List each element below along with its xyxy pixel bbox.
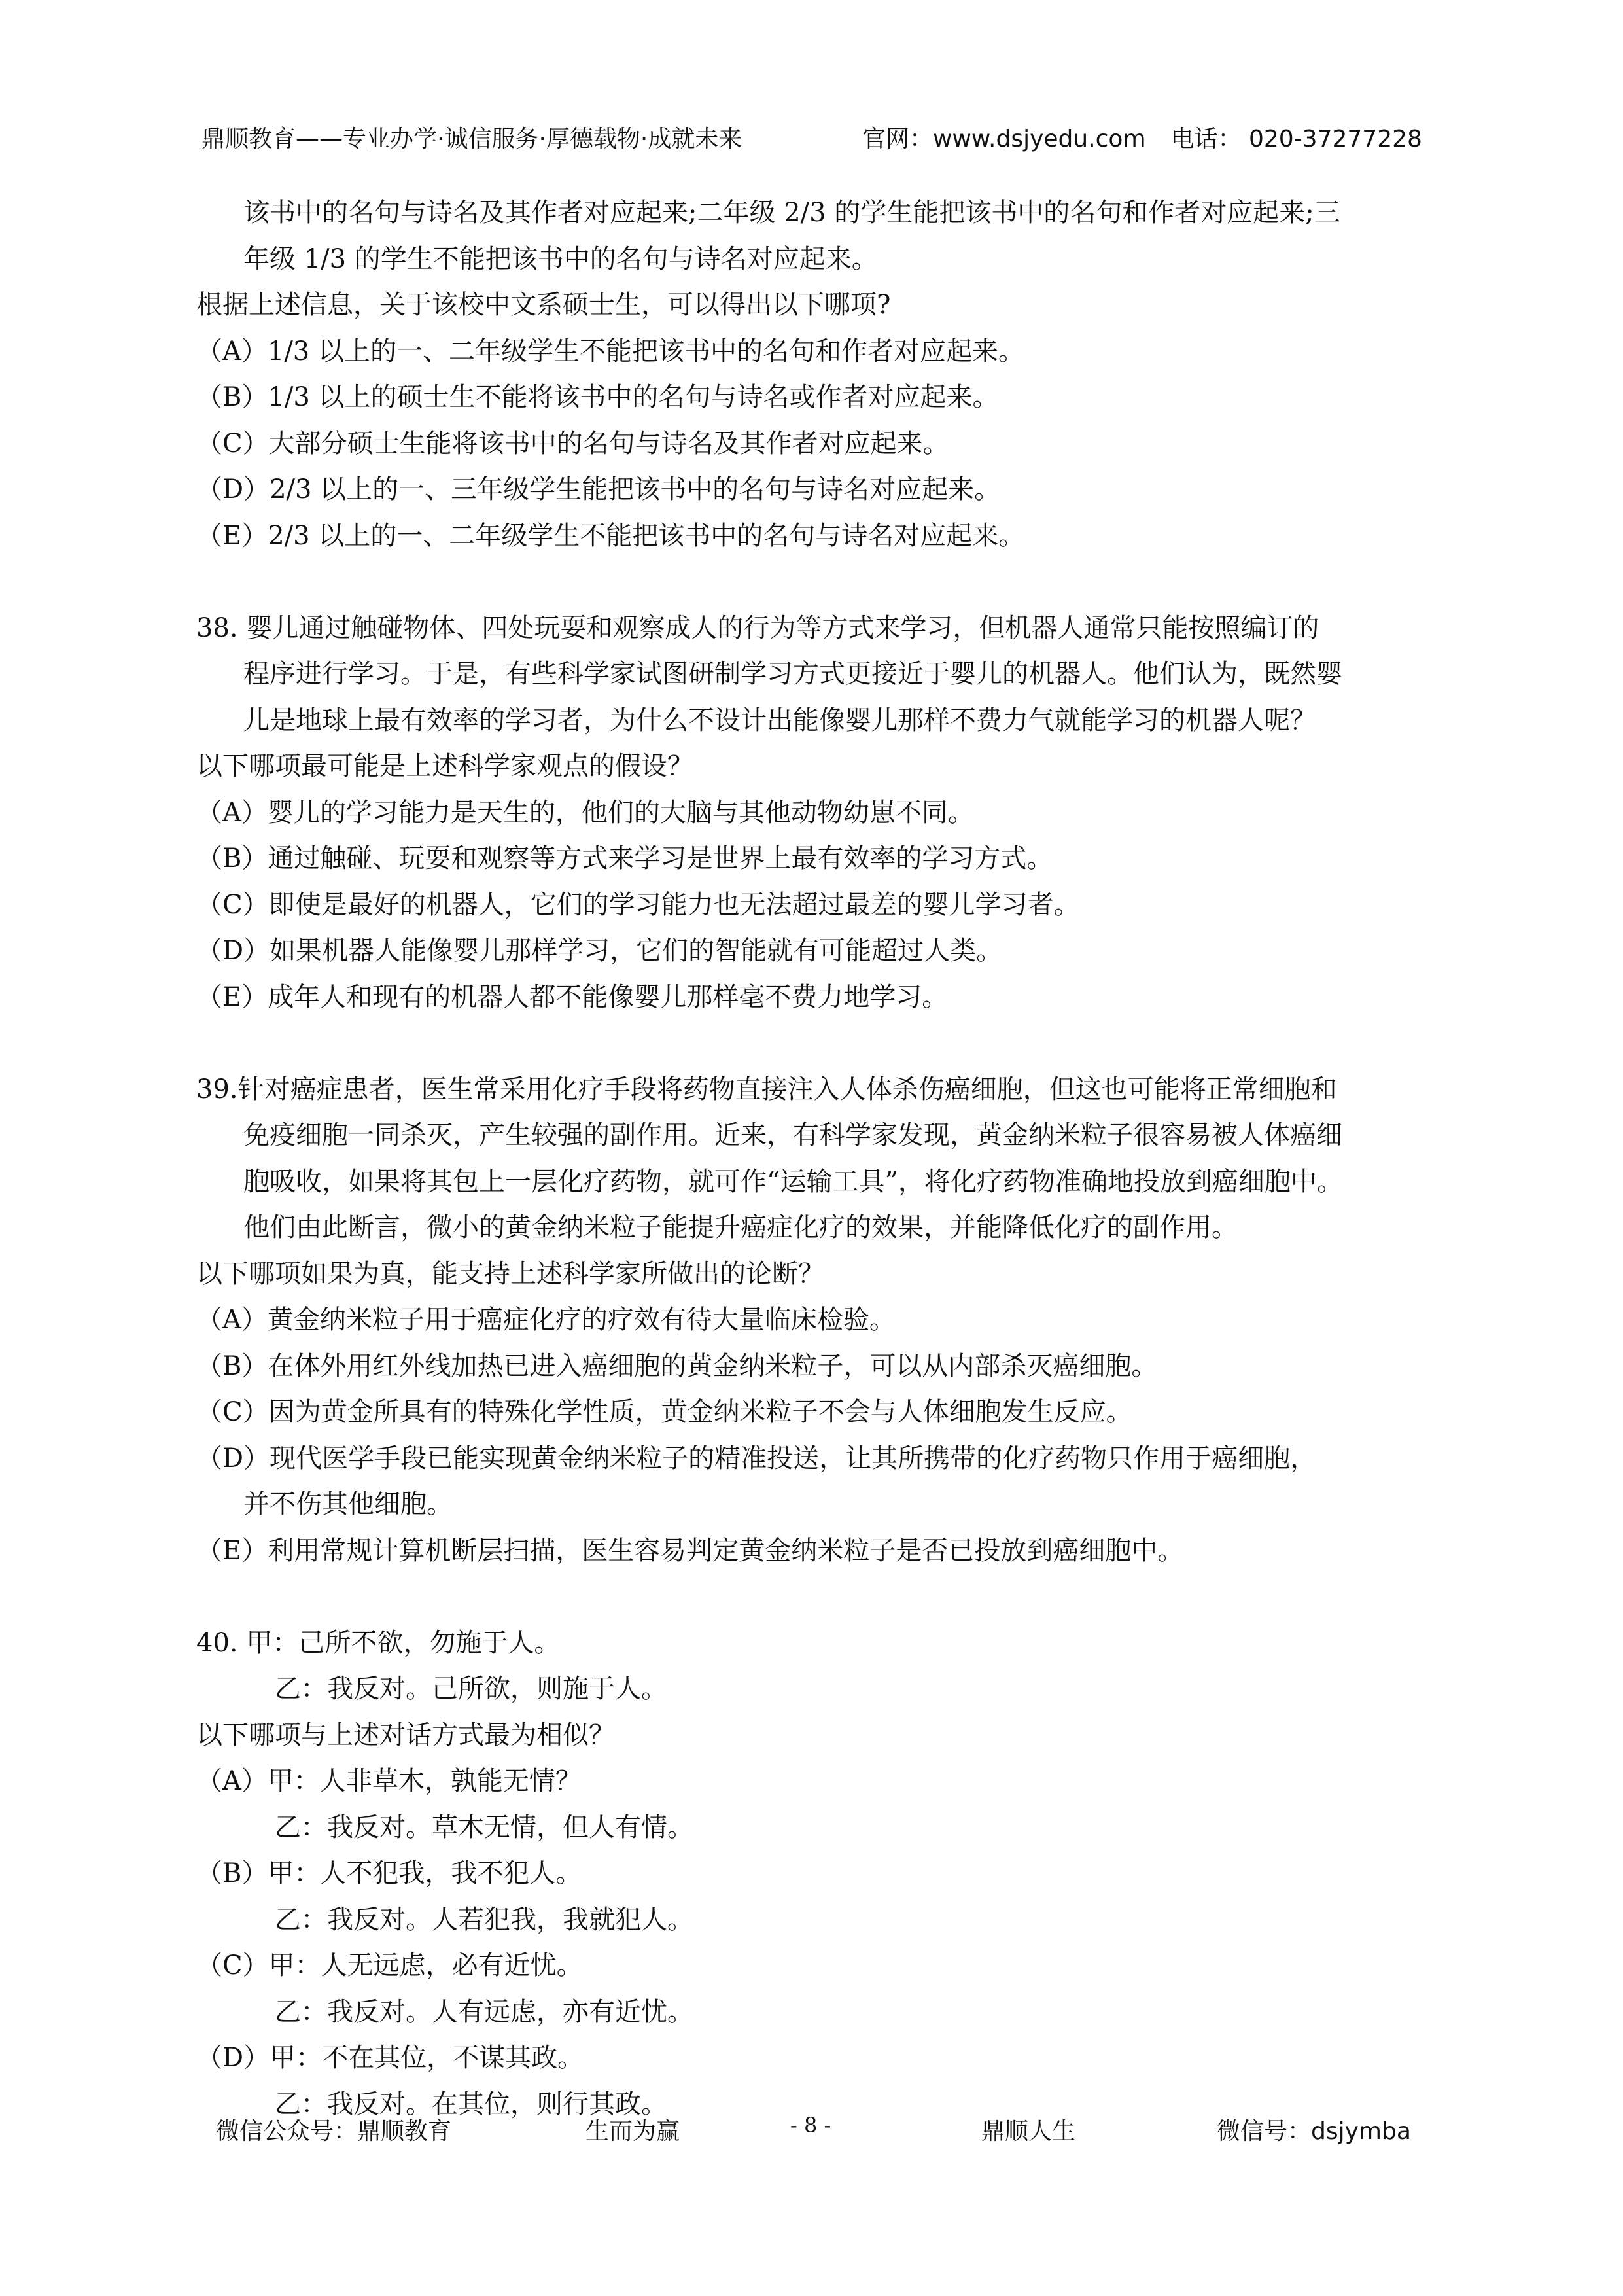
q37-option-e: （E）2/3 以上的一、二年级学生不能把该书中的名句与诗名对应起来。 [196, 520, 1025, 551]
q38-prompt: 以下哪项最可能是上述科学家观点的假设？ [196, 751, 693, 781]
q39-stem-line: 39.针对癌症患者，医生常采用化疗手段将药物直接注入人体杀伤癌细胞，但这也可能将正常细胞和 [196, 1074, 1337, 1104]
q37-option-a: （A）1/3 以上的一、二年级学生不能把该书中的名句和作者对应起来。 [196, 336, 1024, 366]
q39-option-c: （C）因为黄金所具有的特殊化学性质，黄金纳米粒子不会与人体细胞发生反应。 [196, 1397, 1132, 1427]
q40-option-c-reply: 乙：我反对。人有远虑，亦有近忧。 [275, 1996, 693, 2027]
header-website: 官网：www.dsjyedu.com [862, 126, 1146, 152]
footer-wechat-public: 微信公众号：鼎顺教育 [216, 2118, 452, 2145]
footer-brand: 鼎顺人生 [981, 2118, 1076, 2145]
q37-option-c: （C）大部分硕士生能将该书中的名句与诗名及其作者对应起来。 [196, 428, 949, 459]
header-contact [862, 120, 1422, 159]
q39-stem-line: 胞吸收，如果将其包上一层化疗药物，就可作“运输工具”，将化疗药物准确地投放到癌细胞中。 [243, 1166, 1343, 1197]
q40-prompt: 以下哪项与上述对话方式最为相似？ [196, 1720, 615, 1750]
q38-option-b: （B）通过触碰、玩耍和观察等方式来学习是世界上最有效率的学习方式。 [196, 843, 1053, 874]
q38-stem-line: 程序进行学习。于是，有些科学家试图研制学习方式更接近于婴儿的机器人。他们认为，既然婴 [243, 659, 1342, 689]
q38-option-c: （C）即使是最好的机器人，它们的学习能力也无法超过最差的婴儿学习者。 [196, 889, 1080, 920]
q38-stem-line: 儿是地球上最有效率的学习者，为什么不设计出能像婴儿那样不费力气就能学习的机器人呢？ [243, 705, 1316, 735]
q37-stem-line: 该书中的名句与诗名及其作者对应起来;二年级 2/3 的学生能把该书中的名句和作者对应起来;三 [243, 198, 1340, 228]
q40-option-b-reply: 乙：我反对。人若犯我，我就犯人。 [275, 1904, 693, 1935]
header-phone: 电话： 020-37277228 [1170, 126, 1422, 152]
page-number: - 8 - [790, 2113, 831, 2138]
header-slogan: 鼎顺教育——专业办学·诚信服务·厚德载物·成就未来 [201, 126, 742, 152]
q39-stem-line: 免疫细胞一同杀灭，产生较强的副作用。近来，有科学家发现，黄金纳米粒子很容易被人体癌细 [243, 1120, 1342, 1150]
q37-stem-line: 年级 1/3 的学生不能把该书中的名句与诗名对应起来。 [243, 243, 878, 274]
q39-option-d-cont: 并不伤其他细胞。 [243, 1489, 453, 1519]
page-content [196, 190, 1439, 2127]
q38-option-d: （D）如果机器人能像婴儿那样学习，它们的智能就有可能超过人类。 [196, 936, 1003, 966]
q37-option-b: （B）1/3 以上的硕士生不能将该书中的名句与诗名或作者对应起来。 [196, 382, 999, 412]
q39-prompt: 以下哪项如果为真，能支持上述科学家所做出的论断？ [196, 1258, 824, 1289]
footer-slogan: 生而为赢 [585, 2118, 680, 2145]
footer-wechat-id: 微信号：dsjymba [1217, 2118, 1411, 2145]
q40-option-d: （D）甲：不在其位，不谋其政。 [196, 2043, 584, 2073]
page-header [201, 120, 1431, 159]
q40-stem-line: 40. 甲：己所不欲，勿施于人。 [196, 1627, 561, 1658]
q38-option-e: （E）成年人和现有的机器人都不能像婴儿那样毫不费力地学习。 [196, 981, 949, 1012]
q37-option-d: （D）2/3 以上的一、三年级学生能把该书中的名句与诗名对应起来。 [196, 474, 1001, 504]
q37-prompt: 根据上述信息，关于该校中文系硕士生，可以得出以下哪项? [196, 290, 891, 320]
q39-option-a: （A）黄金纳米粒子用于癌症化疗的疗效有待大量临床检验。 [196, 1305, 896, 1335]
q39-option-e: （E）利用常规计算机断层扫描，医生容易判定黄金纳米粒子是否已投放到癌细胞中。 [196, 1535, 1184, 1566]
q39-option-d: （D）现代医学手段已能实现黄金纳米粒子的精准投送，让其所携带的化疗药物只作用于癌细胞， [196, 1443, 1317, 1474]
q40-option-c: （C）甲：人无远虑，必有近忧。 [196, 1951, 583, 1981]
q40-option-a-reply: 乙：我反对。草木无情，但人有情。 [275, 1812, 693, 1843]
q39-option-b: （B）在体外用红外线加热已进入癌细胞的黄金纳米粒子，可以从内部杀灭癌细胞。 [196, 1351, 1158, 1381]
q40-option-a: （A）甲：人非草木，孰能无情？ [196, 1766, 582, 1796]
q40-stem-line: 乙：我反对。己所欲，则施于人。 [275, 1674, 667, 1704]
q38-stem-line: 38. 婴儿通过触碰物体、四处玩耍和观察成人的行为等方式来学习，但机器人通常只能按照编订的 [196, 612, 1319, 643]
q40-option-d-reply: 乙：我反对。在其位，则行其政。 [275, 2089, 667, 2119]
page-footer [0, 2112, 1623, 2151]
q38-option-a: （A）婴儿的学习能力是天生的，他们的大脑与其他动物幼崽不同。 [196, 797, 974, 828]
q40-option-b: （B）甲：人不犯我，我不犯人。 [196, 1858, 582, 1888]
q39-stem-line: 他们由此断言，微小的黄金纳米粒子能提升癌症化疗的效果，并能降低化疗的副作用。 [243, 1212, 1238, 1243]
